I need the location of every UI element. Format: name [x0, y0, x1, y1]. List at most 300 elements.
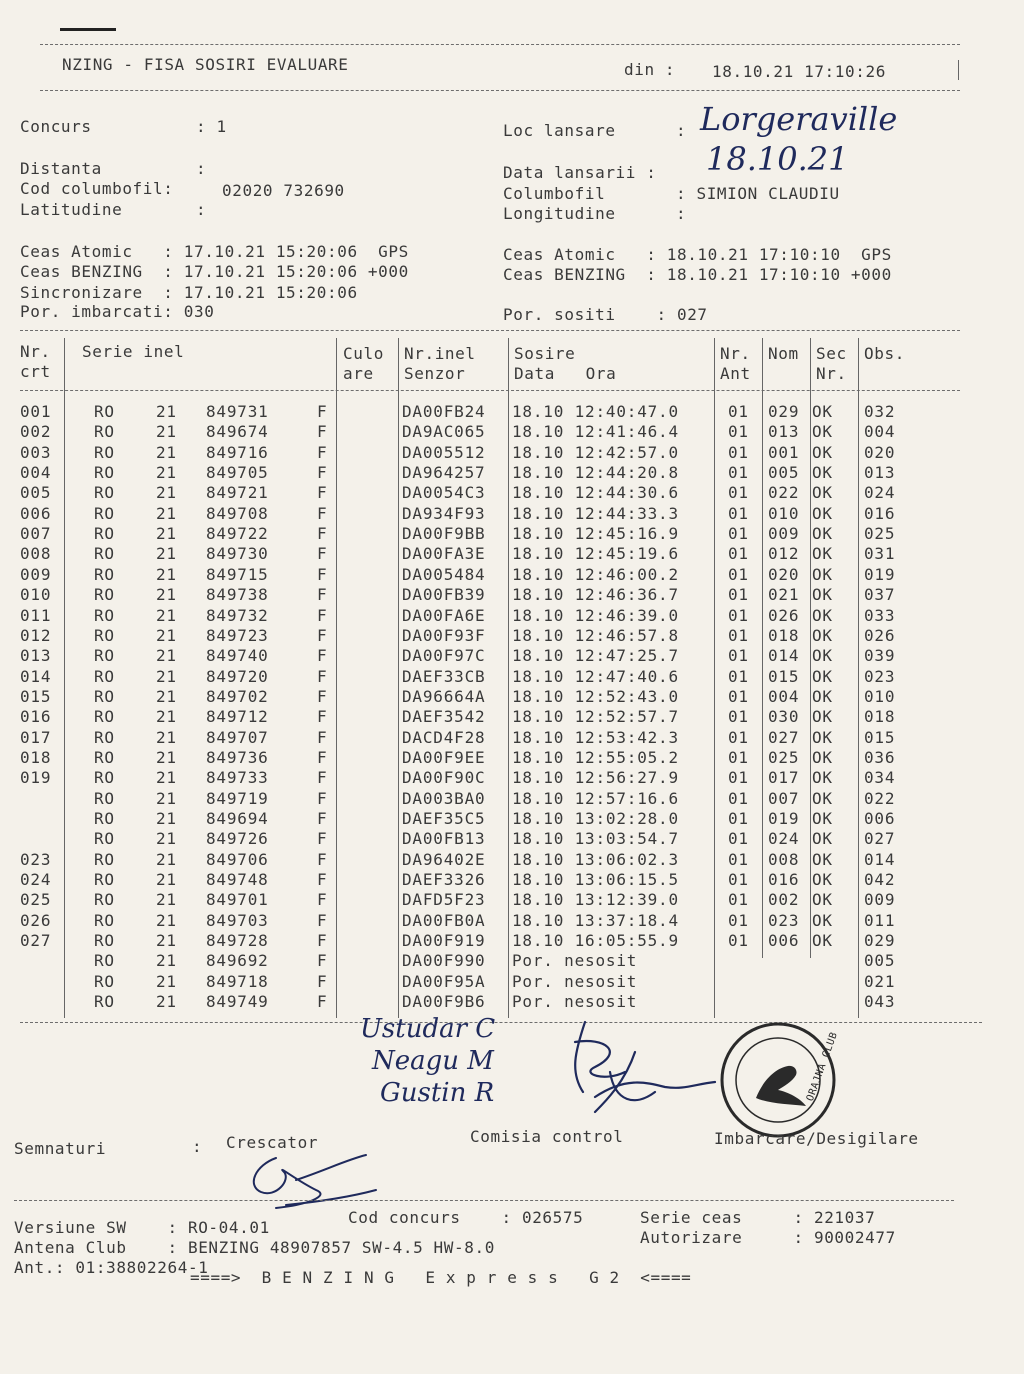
din-value: 18.10.21 17:10:26	[712, 62, 886, 81]
th-nr-ant: Nr.	[720, 344, 751, 363]
cell-inel: 849708	[206, 504, 269, 523]
cell-senzor: DA9AC065	[402, 422, 486, 441]
comisia-name-3: Gustin R	[380, 1078, 495, 1108]
cell-ant: 01	[728, 463, 749, 482]
cell-nr: 015	[20, 687, 52, 706]
autorizare: Autorizare : 90002477	[640, 1228, 896, 1247]
cell-an: 21	[156, 422, 177, 441]
crescator-label: Crescator	[226, 1133, 319, 1152]
cell-obs: 036	[864, 748, 896, 767]
cell-nom: 020	[768, 565, 800, 584]
ant-id: Ant.: 01:38802264-1	[14, 1258, 209, 1277]
cell-senzor: DA934F93	[402, 504, 486, 523]
cell-sec: OK	[812, 565, 833, 584]
comisia-name-1: Ustudar C	[360, 1014, 496, 1044]
cell-tara: RO	[94, 667, 115, 686]
cell-sex: F	[317, 524, 328, 543]
cell-obs: 042	[864, 870, 896, 889]
concurs-label: Concurs	[20, 117, 92, 136]
cell-tara: RO	[94, 911, 115, 930]
cell-nom: 009	[768, 524, 800, 543]
cell-sosire: 18.10 12:44:33.3	[512, 504, 679, 523]
cell-inel: 849716	[206, 443, 269, 462]
cell-senzor: DA00FA3E	[402, 544, 486, 563]
cell-obs: 016	[864, 504, 896, 523]
cell-senzor: DA00F919	[402, 931, 486, 950]
cell-sex: F	[317, 951, 328, 970]
cell-nr: 027	[20, 931, 52, 950]
table-row	[0, 748, 1024, 768]
cell-inel: 849722	[206, 524, 269, 543]
cell-nr: 017	[20, 728, 52, 747]
cell-nom: 017	[768, 768, 800, 787]
cell-sex: F	[317, 463, 328, 482]
cell-ant: 01	[728, 504, 749, 523]
cell-nom: 010	[768, 504, 800, 523]
cell-senzor: DA00FB39	[402, 585, 486, 604]
cell-obs: 015	[864, 728, 896, 747]
cell-sosire: 18.10 12:47:25.7	[512, 646, 679, 665]
cell-nom: 004	[768, 687, 800, 706]
imbarcare-desigilare-label: Imbarcare/Desigilare	[714, 1129, 919, 1148]
cell-obs: 019	[864, 565, 896, 584]
table-row	[0, 809, 1024, 829]
cell-sosire: 18.10 12:46:57.8	[512, 626, 679, 645]
cell-nom: 015	[768, 667, 800, 686]
cell-obs: 014	[864, 850, 896, 869]
cell-tara: RO	[94, 524, 115, 543]
concurs-value: : 1	[196, 117, 227, 136]
cell-tara: RO	[94, 789, 115, 808]
cell-senzor: DAEF35C5	[402, 809, 486, 828]
cell-sosire: 18.10 12:57:16.6	[512, 789, 679, 808]
table-row	[0, 972, 1024, 992]
cell-nom: 006	[768, 931, 800, 950]
cell-sex: F	[317, 809, 328, 828]
cell-inel: 849726	[206, 829, 269, 848]
table-row	[0, 850, 1024, 870]
cell-inel: 849736	[206, 748, 269, 767]
cell-tara: RO	[94, 728, 115, 747]
cell-obs: 020	[864, 443, 896, 462]
cell-nr: 004	[20, 463, 52, 482]
cell-sosire: 18.10 13:12:39.0	[512, 890, 679, 909]
antena-club: Antena Club : BENZING 48907857 SW-4.5 HW-8.0	[14, 1238, 495, 1257]
comisia-scribble-signature	[565, 1012, 715, 1122]
cell-nr: 003	[20, 443, 52, 462]
cell-an: 21	[156, 626, 177, 645]
top-dashed-rule	[40, 44, 960, 45]
cell-obs: 025	[864, 524, 896, 543]
serie-ceas: Serie ceas : 221037	[640, 1208, 876, 1227]
cell-nr: 019	[20, 768, 52, 787]
cell-obs: 023	[864, 667, 896, 686]
cell-ant: 01	[728, 768, 749, 787]
cell-inel: 849692	[206, 951, 269, 970]
cell-sex: F	[317, 422, 328, 441]
cell-tara: RO	[94, 951, 115, 970]
cell-ant: 01	[728, 544, 749, 563]
cell-sex: F	[317, 565, 328, 584]
cell-tara: RO	[94, 850, 115, 869]
cell-sosire: 18.10 12:41:46.4	[512, 422, 679, 441]
cell-inel: 849731	[206, 402, 269, 421]
cell-sosire: 18.10 12:45:19.6	[512, 544, 679, 563]
table-row	[0, 870, 1024, 890]
semnaturi-colon: :	[192, 1137, 203, 1156]
cell-senzor: DA00FA6E	[402, 606, 486, 625]
sincronizare: Sincronizare : 17.10.21 15:20:06	[20, 283, 358, 302]
table-row	[0, 951, 1024, 971]
cell-inel: 849712	[206, 707, 269, 726]
cell-sosire: 18.10 12:46:39.0	[512, 606, 679, 625]
cell-an: 21	[156, 646, 177, 665]
cell-nr: 002	[20, 422, 52, 441]
cell-inel: 849738	[206, 585, 269, 604]
cell-sec: OK	[812, 728, 833, 747]
cell-ant: 01	[728, 606, 749, 625]
cell-ant: 01	[728, 402, 749, 421]
cell-sosire: 18.10 12:44:20.8	[512, 463, 679, 482]
cell-obs: 009	[864, 890, 896, 909]
cell-an: 21	[156, 789, 177, 808]
cell-sex: F	[317, 626, 328, 645]
cell-senzor: DA964257	[402, 463, 486, 482]
cell-an: 21	[156, 992, 177, 1011]
cell-inel: 849705	[206, 463, 269, 482]
cell-senzor: DA00F93F	[402, 626, 486, 645]
latitudine-value: :	[196, 200, 207, 219]
th-nom: Nom	[768, 344, 799, 363]
cell-sex: F	[317, 667, 328, 686]
cell-senzor: DA00F97C	[402, 646, 486, 665]
table-top-rule	[20, 330, 960, 331]
cell-obs: 033	[864, 606, 896, 625]
cell-senzor: DA96664A	[402, 687, 486, 706]
cell-sosire: Por. nesosit	[512, 992, 638, 1011]
table-row	[0, 504, 1024, 524]
cell-nom: 024	[768, 829, 800, 848]
table-row	[0, 829, 1024, 849]
cell-sec: OK	[812, 544, 833, 563]
cell-ant: 01	[728, 870, 749, 889]
header-rule	[40, 90, 960, 91]
cell-sosire: 18.10 13:06:02.3	[512, 850, 679, 869]
th-nr-crt: Nr.	[20, 342, 51, 361]
cell-nom: 014	[768, 646, 800, 665]
cell-nr: 006	[20, 504, 52, 523]
cell-nom: 029	[768, 402, 800, 421]
cell-nom: 001	[768, 443, 800, 462]
cell-tara: RO	[94, 809, 115, 828]
columbofil-label: Columbofil	[503, 184, 606, 203]
cell-obs: 004	[864, 422, 896, 441]
cell-inel: 849702	[206, 687, 269, 706]
cell-tara: RO	[94, 422, 115, 441]
cell-an: 21	[156, 890, 177, 909]
cell-nom: 027	[768, 728, 800, 747]
cell-obs: 010	[864, 687, 896, 706]
cell-inel: 849749	[206, 992, 269, 1011]
cell-ant: 01	[728, 850, 749, 869]
cell-inel: 849728	[206, 931, 269, 950]
cell-an: 21	[156, 667, 177, 686]
ceas-atomic-start: Ceas Atomic : 17.10.21 15:20:06 GPS	[20, 242, 409, 261]
table-row	[0, 687, 1024, 707]
cell-sosire: 18.10 13:06:15.5	[512, 870, 679, 889]
cell-ant: 01	[728, 565, 749, 584]
cell-an: 21	[156, 870, 177, 889]
cell-obs: 037	[864, 585, 896, 604]
cell-ant: 01	[728, 931, 749, 950]
cell-sec: OK	[812, 524, 833, 543]
th-nr-inel-senzor-2: Senzor	[404, 364, 466, 383]
loc-lansare-colon: :	[676, 121, 687, 140]
cell-tara: RO	[94, 463, 115, 482]
cell-sosire: 18.10 12:52:57.7	[512, 707, 679, 726]
cell-senzor: DAEF3542	[402, 707, 486, 726]
cell-obs: 034	[864, 768, 896, 787]
cell-obs: 024	[864, 483, 896, 502]
table-row	[0, 890, 1024, 910]
cell-tara: RO	[94, 402, 115, 421]
cell-ant: 01	[728, 829, 749, 848]
report-title: NZING - FISA SOSIRI EVALUARE	[62, 55, 349, 74]
cell-nr: 005	[20, 483, 52, 502]
th-sosire: Sosire	[514, 344, 576, 363]
cell-sec: OK	[812, 870, 833, 889]
cell-senzor: DA0054C3	[402, 483, 486, 502]
cell-tara: RO	[94, 504, 115, 523]
por-imbarcati: Por. imbarcati: 030	[20, 302, 215, 321]
cell-an: 21	[156, 524, 177, 543]
cell-senzor: DAFD5F23	[402, 890, 486, 909]
cell-inel: 849732	[206, 606, 269, 625]
cell-nr: 009	[20, 565, 52, 584]
cell-obs: 005	[864, 951, 896, 970]
cell-senzor: DA00FB24	[402, 402, 486, 421]
footer-rule	[14, 1200, 954, 1201]
th-nr-crt-2: crt	[20, 362, 51, 381]
cell-nr: 008	[20, 544, 52, 563]
th-obs: Obs.	[864, 344, 905, 363]
comisia-control-label: Comisia control	[470, 1127, 624, 1146]
cell-an: 21	[156, 911, 177, 930]
cell-sex: F	[317, 544, 328, 563]
cell-nom: 018	[768, 626, 800, 645]
cell-an: 21	[156, 585, 177, 604]
cell-nr: 016	[20, 707, 52, 726]
cell-sosire: 18.10 12:47:40.6	[512, 667, 679, 686]
table-row	[0, 789, 1024, 809]
table-row	[0, 992, 1024, 1012]
cell-tara: RO	[94, 606, 115, 625]
distanta-value: :	[196, 159, 207, 178]
cell-inel: 849694	[206, 809, 269, 828]
cell-nom: 013	[768, 422, 800, 441]
cell-sec: OK	[812, 829, 833, 848]
cell-sex: F	[317, 890, 328, 909]
table-row	[0, 585, 1024, 605]
cell-senzor: DACD4F28	[402, 728, 486, 747]
cell-inel: 849748	[206, 870, 269, 889]
cell-ant: 01	[728, 728, 749, 747]
cell-an: 21	[156, 565, 177, 584]
cell-an: 21	[156, 931, 177, 950]
cell-senzor: DA00F9EE	[402, 748, 486, 767]
th-sec-nr-2: Nr.	[816, 364, 847, 383]
loc-lansare-handwritten: Lorgeraville	[700, 100, 898, 138]
cell-sex: F	[317, 850, 328, 869]
por-sositi: Por. sositi : 027	[503, 305, 708, 324]
cell-sex: F	[317, 443, 328, 462]
cell-inel: 849719	[206, 789, 269, 808]
table-row	[0, 667, 1024, 687]
cell-senzor: DAEF33CB	[402, 667, 486, 686]
cell-inel: 849718	[206, 972, 269, 991]
cell-an: 21	[156, 748, 177, 767]
cell-obs: 039	[864, 646, 896, 665]
cell-senzor: DA00F9B6	[402, 992, 486, 1011]
cell-an: 21	[156, 463, 177, 482]
cell-sec: OK	[812, 707, 833, 726]
cell-inel: 849706	[206, 850, 269, 869]
cell-sosire: 18.10 13:02:28.0	[512, 809, 679, 828]
cell-sec: OK	[812, 606, 833, 625]
th-culoare: Culo	[343, 344, 384, 363]
cell-an: 21	[156, 829, 177, 848]
header-edge	[958, 60, 959, 80]
cell-inel: 849723	[206, 626, 269, 645]
cell-an: 21	[156, 606, 177, 625]
cell-nom: 030	[768, 707, 800, 726]
cell-sex: F	[317, 972, 328, 991]
cell-an: 21	[156, 504, 177, 523]
cell-ant: 01	[728, 890, 749, 909]
cell-tara: RO	[94, 992, 115, 1011]
cell-inel: 849720	[206, 667, 269, 686]
benzing-express-banner: ====> B E N Z I N G E x p r e s s G 2 <====	[190, 1268, 692, 1287]
cell-senzor: DA00F95A	[402, 972, 486, 991]
cell-obs: 031	[864, 544, 896, 563]
cell-ant: 01	[728, 911, 749, 930]
cell-sex: F	[317, 992, 328, 1011]
cell-sec: OK	[812, 687, 833, 706]
table-row	[0, 443, 1024, 463]
cell-nr: 013	[20, 646, 52, 665]
cell-obs: 029	[864, 931, 896, 950]
cell-sec: OK	[812, 667, 833, 686]
cell-inel: 849730	[206, 544, 269, 563]
cell-obs: 011	[864, 911, 896, 930]
longitudine-label: Longitudine	[503, 204, 616, 223]
ceas-benzing-start: Ceas BENZING : 17.10.21 15:20:06 +000	[20, 262, 409, 281]
cell-sosire: Por. nesosit	[512, 951, 638, 970]
data-lansarii-label: Data lansarii :	[503, 163, 657, 182]
cell-senzor: DA00FB13	[402, 829, 486, 848]
cell-obs: 013	[864, 463, 896, 482]
distanta-label: Distanta	[20, 159, 102, 178]
cell-obs: 043	[864, 992, 896, 1011]
cell-sex: F	[317, 402, 328, 421]
cell-obs: 006	[864, 809, 896, 828]
cell-sex: F	[317, 748, 328, 767]
cell-senzor: DA00F90C	[402, 768, 486, 787]
table-header-rule	[20, 390, 960, 391]
th-sosire-2: Data Ora	[514, 364, 617, 383]
cell-an: 21	[156, 809, 177, 828]
cell-sosire: 18.10 16:05:55.9	[512, 931, 679, 950]
cell-inel: 849733	[206, 768, 269, 787]
cell-sex: F	[317, 606, 328, 625]
th-culoare-2: are	[343, 364, 374, 383]
cell-sex: F	[317, 687, 328, 706]
cell-obs: 027	[864, 829, 896, 848]
cell-nom: 022	[768, 483, 800, 502]
cell-an: 21	[156, 768, 177, 787]
cell-obs: 018	[864, 707, 896, 726]
cell-tara: RO	[94, 890, 115, 909]
cell-nr: 023	[20, 850, 52, 869]
cell-sec: OK	[812, 890, 833, 909]
cell-sex: F	[317, 789, 328, 808]
cell-sosire: Por. nesosit	[512, 972, 638, 991]
cell-sec: OK	[812, 931, 833, 950]
cell-sec: OK	[812, 422, 833, 441]
cell-nom: 021	[768, 585, 800, 604]
cell-nr: 014	[20, 667, 52, 686]
cod-columbofil-value: 02020 732690	[222, 181, 345, 200]
cell-sec: OK	[812, 504, 833, 523]
cell-sec: OK	[812, 850, 833, 869]
cell-nom: 026	[768, 606, 800, 625]
cell-nr: 010	[20, 585, 52, 604]
cell-an: 21	[156, 687, 177, 706]
table-row	[0, 544, 1024, 564]
cell-nom: 023	[768, 911, 800, 930]
cell-sec: OK	[812, 443, 833, 462]
din-label: din :	[624, 60, 676, 79]
cell-nr: 007	[20, 524, 52, 543]
cell-an: 21	[156, 850, 177, 869]
th-nr-ant-2: Ant	[720, 364, 751, 383]
versiune-sw: Versiune SW : RO-04.01	[14, 1218, 270, 1237]
cell-tara: RO	[94, 829, 115, 848]
cell-tara: RO	[94, 870, 115, 889]
cell-senzor: DA00F990	[402, 951, 486, 970]
cell-nom: 016	[768, 870, 800, 889]
cell-sec: OK	[812, 748, 833, 767]
th-sec-nr: Sec	[816, 344, 847, 363]
cell-sec: OK	[812, 789, 833, 808]
cell-tara: RO	[94, 972, 115, 991]
cell-an: 21	[156, 972, 177, 991]
table-row	[0, 422, 1024, 442]
cell-ant: 01	[728, 524, 749, 543]
cell-an: 21	[156, 443, 177, 462]
cell-tara: RO	[94, 565, 115, 584]
cell-nom: 007	[768, 789, 800, 808]
cell-sosire: 18.10 12:44:30.6	[512, 483, 679, 502]
cell-nom: 012	[768, 544, 800, 563]
comisia-name-2: Neagu M	[372, 1046, 494, 1076]
table-row	[0, 728, 1024, 748]
cell-tara: RO	[94, 707, 115, 726]
cell-ant: 01	[728, 748, 749, 767]
cell-sec: OK	[812, 483, 833, 502]
cell-sosire: 18.10 12:52:43.0	[512, 687, 679, 706]
cell-ant: 01	[728, 483, 749, 502]
